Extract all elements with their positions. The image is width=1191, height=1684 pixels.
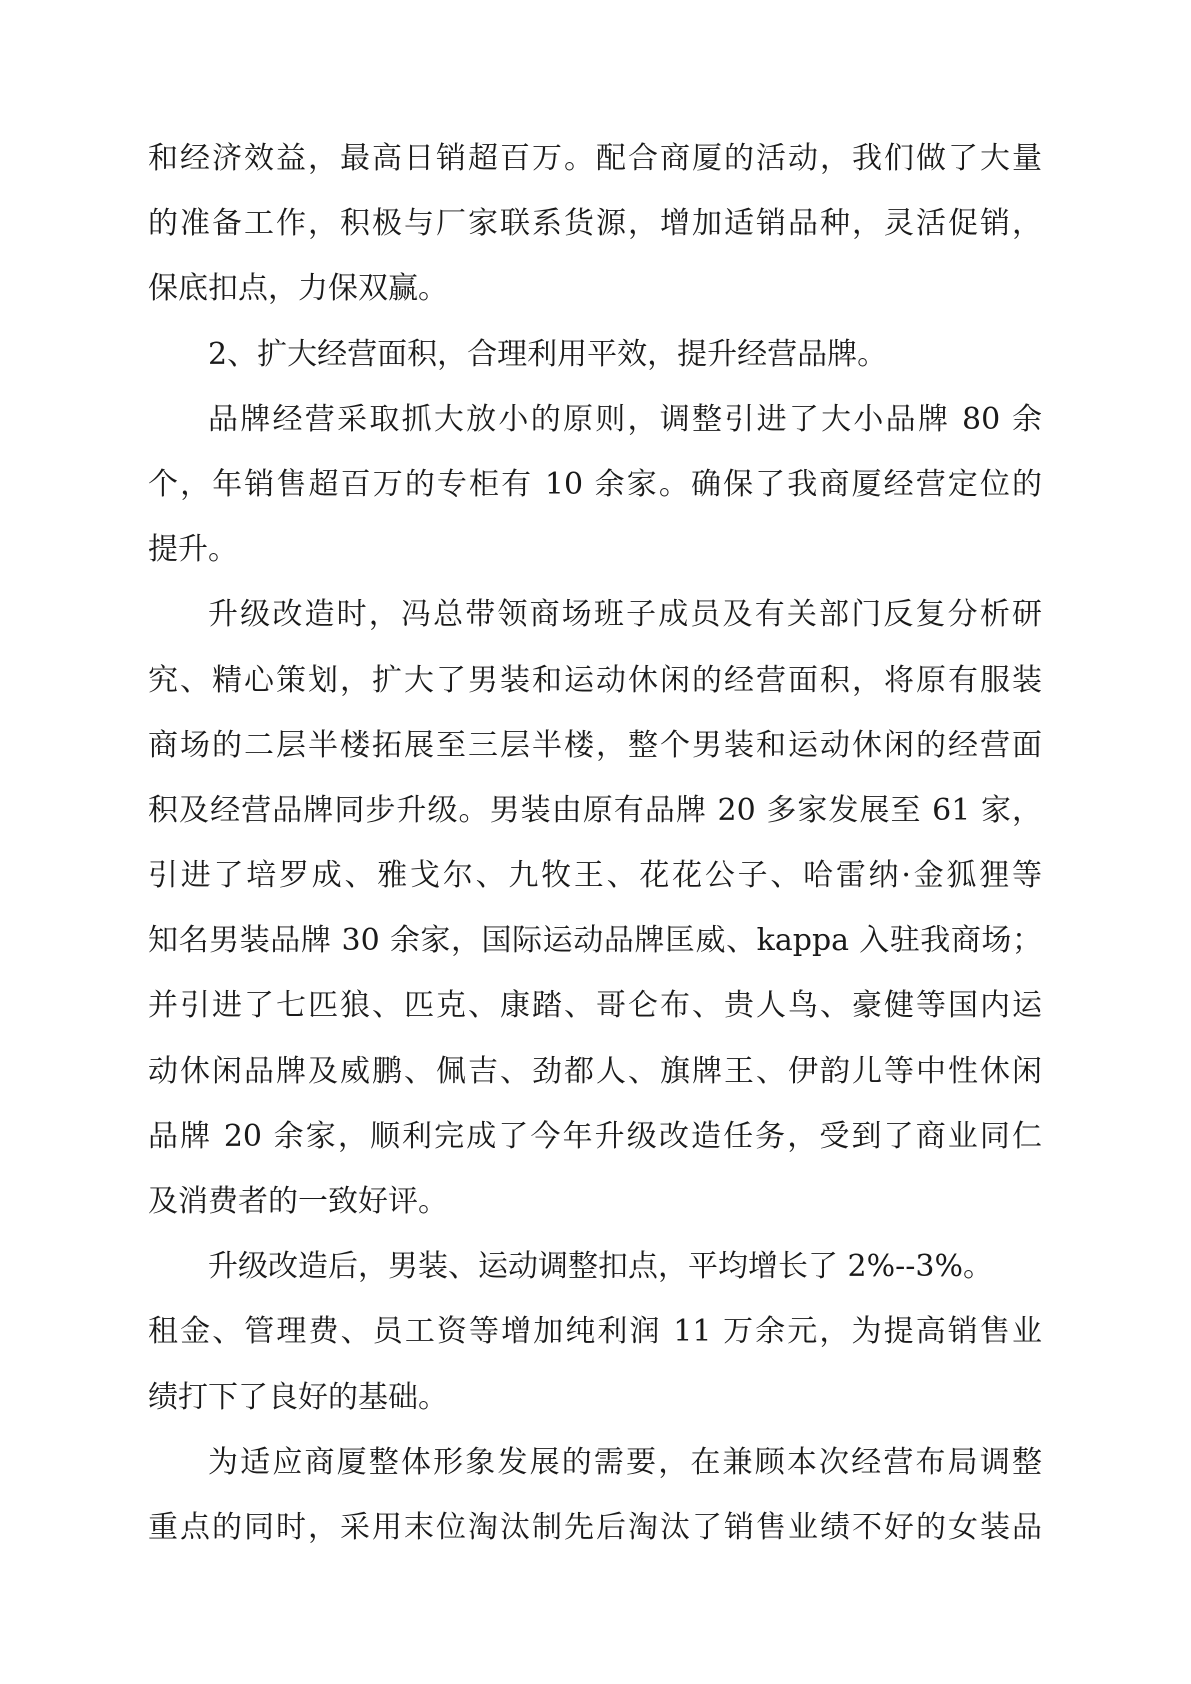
text-line: 及消费者的一致好评。 xyxy=(148,1184,448,1219)
text-line: 积及经营品牌同步升级。男装由原有品牌 20 多家发展至 61 家， xyxy=(148,792,1042,828)
text-line: 重点的同时，采用末位淘汰制先后淘汰了销售业绩不好的女装品 xyxy=(148,1509,1042,1545)
body-text xyxy=(148,126,1042,1560)
text-line: 保底扣点，力保双赢。 xyxy=(148,271,448,307)
text-line: 引进了培罗成、雅戈尔、九牧王、花花公子、哈雷纳·金狐狸等 xyxy=(148,858,1042,894)
text-line: 的准备工作，积极与厂家联系货源，增加适销品种，灵活促销， xyxy=(148,206,1042,242)
text-line: 个，年销售超百万的专柜有 10 余家。确保了我商厦经营定位的 xyxy=(148,466,1042,502)
text-line: 品牌经营采取抓大放小的原则，调整引进了大小品牌 80 余 xyxy=(208,401,1042,437)
text-line: 租金、管理费、员工资等增加纯利润 11 万余元，为提高销售业 xyxy=(148,1314,1042,1350)
text-line: 升级改造时，冯总带领商场班子成员及有关部门反复分析研 xyxy=(208,597,1042,633)
text-line: 究、精心策划，扩大了男装和运动休闲的经营面积，将原有服装 xyxy=(148,662,1042,698)
section-heading: 2、扩大经营面积，合理利用平效，提升经营品牌。 xyxy=(208,336,888,372)
text-line: 知名男装品牌 30 余家，国际运动品牌匡威、kappa 入驻我商场； xyxy=(148,923,1042,959)
text-line: 升级改造后，男装、运动调整扣点，平均增长了 2%--3%。 xyxy=(208,1249,993,1285)
text-line: 为适应商厦整体形象发展的需要，在兼顾本次经营布局调整 xyxy=(208,1444,1042,1480)
text-line: 品牌 20 余家，顺利完成了今年升级改造任务，受到了商业同仁 xyxy=(148,1118,1042,1154)
text-line: 和经济效益，最高日销超百万。配合商厦的活动，我们做了大量 xyxy=(148,141,1042,176)
text-line: 动休闲品牌及威鹏、佩吉、劲都人、旗牌王、伊韵儿等中性休闲 xyxy=(148,1053,1042,1089)
text-line: 商场的二层半楼拓展至三层半楼，整个男装和运动休闲的经营面 xyxy=(148,727,1042,763)
text-line: 并引进了七匹狼、匹克、康踏、哥仑布、贵人鸟、豪健等国内运 xyxy=(148,988,1042,1024)
text-line: 提升。 xyxy=(148,532,238,568)
text-line: 绩打下了良好的基础。 xyxy=(148,1379,448,1415)
